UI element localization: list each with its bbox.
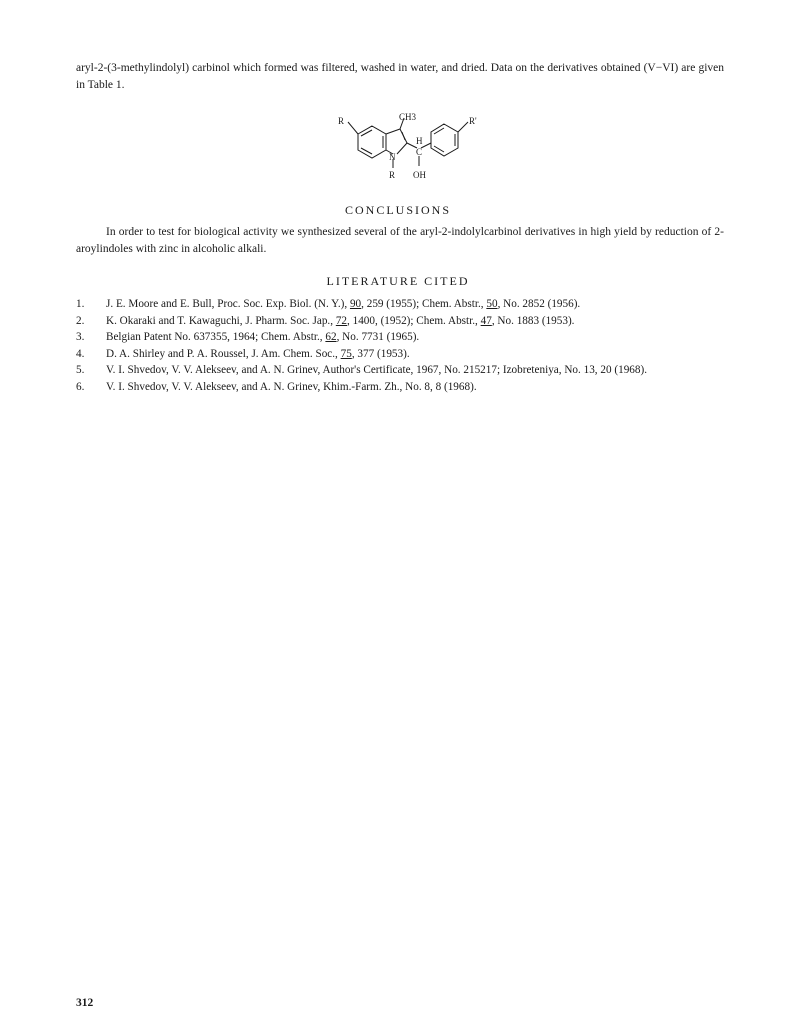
conclusions-heading: CONCLUSIONS xyxy=(344,203,451,217)
literature-heading: LITERATURE CITED xyxy=(326,274,470,288)
intro-text: aryl-2-(3-methylindolyl) carbinol which formed was filtered, washed in water, and dried. Data on the derivatives obtained (V−VI) are given in Table 1. xyxy=(76,62,724,91)
label-r-right: R' xyxy=(469,116,477,126)
intro-paragraph xyxy=(76,60,724,94)
label-r-bottom: R xyxy=(389,170,396,180)
reference-item: 5. V. I. Shvedov, V. V. Alekseev, and A. N. Grinev, Author's Certificate, 1967, No. 215217; Izobreteniya, No. 13, 20 (1968). xyxy=(76,364,648,376)
structure-diagram xyxy=(320,112,490,192)
page-number: 312 xyxy=(76,997,94,1009)
label-c: C xyxy=(416,147,423,157)
benzo-ring xyxy=(358,126,386,158)
label-ch3: CH3 xyxy=(399,112,417,122)
reference-item: 3. Belgian Patent No. 637355, 1964; Chem. Abstr., 62, No. 7731 (1965). xyxy=(76,331,420,343)
reference-list xyxy=(76,297,726,396)
reference-item: 1. J. E. Moore and E. Bull, Proc. Soc. Exp. Biol. (N. Y.), 90, 259 (1955); Chem. Abstr., 50, No. 2852 (1956). xyxy=(76,298,581,310)
phenyl-ring xyxy=(431,124,458,156)
label-h: H xyxy=(416,136,423,146)
reference-item: 4. D. A. Shirley and P. A. Roussel, J. Am. Chem. Soc., 75, 377 (1953). xyxy=(76,347,410,360)
structural-formula xyxy=(320,112,490,192)
reference-item: 2. K. Okaraki and T. Kawaguchi, J. Pharm. Soc. Jap., 72, 1400, (1952); Chem. Abstr., 47, No. 1883 (1953). xyxy=(76,314,575,327)
label-r-left: R xyxy=(338,116,345,126)
label-n: N xyxy=(389,152,396,162)
label-oh: OH xyxy=(413,170,426,180)
conclusions-text: In order to test for biological activity we synthesized several of the aryl-2-indolylcarbinol derivatives in high yield by reduction of 2-aroylindoles with zinc in alcoholic alkali. xyxy=(76,226,724,255)
reference-item: 6. V. I. Shvedov, V. V. Alekseev, and A. N. Grinev, Khim.-Farm. Zh., No. 8, 8 (1968). xyxy=(76,380,477,393)
